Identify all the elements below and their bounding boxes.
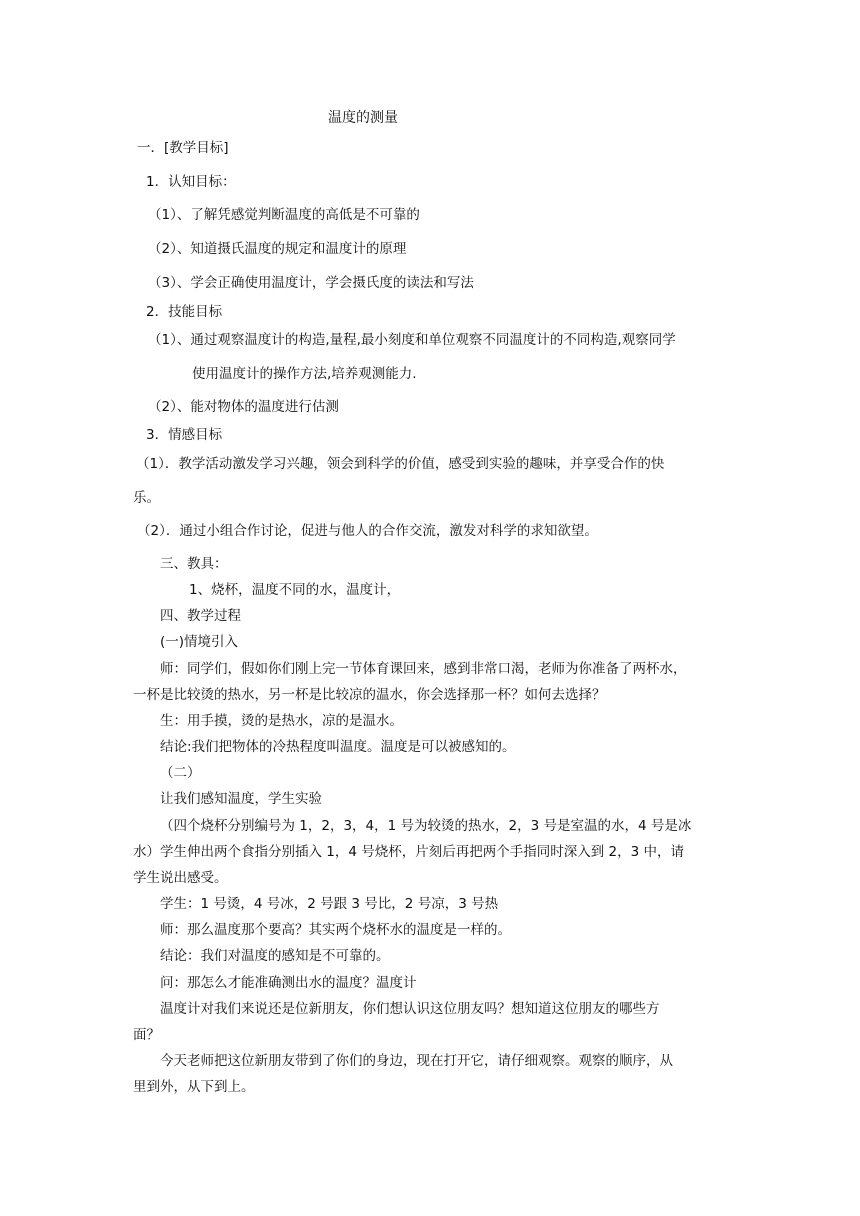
section-heading-objectives: 一．[教学目标] xyxy=(137,140,229,156)
paragraph-line: 让我们感知温度，学生实验 xyxy=(160,791,322,807)
paragraph-line: 今天老师把这位新朋友带到了你们的身边，现在打开它，请仔细观察。观察的顺序，从 xyxy=(160,1053,673,1069)
paragraph-line: （2）．通过小组合作讨论，促进与他人的合作交流，激发对科学的求知欲望。 xyxy=(137,523,598,539)
subheading-skills: 2．技能目标 xyxy=(146,304,223,320)
paragraph-line: 结论：我们对温度的感知是不可靠的。 xyxy=(160,948,390,964)
paragraph-line: 生：用手摸，烫的是热水，凉的是温水。 xyxy=(160,713,403,729)
paragraph-line: （1）、了解凭感觉判断温度的高低是不可靠的 xyxy=(148,207,420,223)
subheading-intro: (一)情境引入 xyxy=(160,634,239,650)
paragraph-line: 温度计对我们来说还是位新朋友，你们想认识这位朋友吗？想知道这位朋友的哪些方 xyxy=(160,1001,660,1017)
paragraph-line: 水）学生伸出两个食指分别插入 1，4 号烧杯，片刻后再把两个手指同时深入到 2，3 中，请 xyxy=(133,844,685,860)
paragraph-line: 师：同学们，假如你们刚上完一节体育课回来，感到非常口渴，老师为你准备了两杯水， xyxy=(160,661,687,677)
paragraph-line: 乐。 xyxy=(133,490,160,506)
paragraph-line: （2）、知道摄氏温度的规定和温度计的原理 xyxy=(148,241,407,257)
paragraph-line: （1）、通过观察温度计的构造,量程,最小刻度和单位观察不同温度计的不同构造,观察同学 xyxy=(148,332,676,348)
document-title: 温度的测量 xyxy=(328,110,398,126)
section-heading-process: 四、教学过程 xyxy=(160,608,241,624)
section-heading-tools: 三、教具： xyxy=(160,556,228,572)
subheading-two: （二） xyxy=(160,765,201,781)
paragraph-line: 一杯是比较烫的热水，另一杯是比较凉的温水，你会选择那一杯？如何去选择？ xyxy=(133,687,606,703)
paragraph-line: （2）、能对物体的温度进行估测 xyxy=(148,399,339,415)
paragraph-line: 使用温度计的操作方法,培养观测能力. xyxy=(192,366,417,382)
paragraph-line: （3）、学会正确使用温度计，学会摄氏度的读法和写法 xyxy=(148,275,474,291)
subheading-emotion: 3．情感目标 xyxy=(146,427,223,443)
subheading-cognitive: 1．认知目标： xyxy=(146,174,236,190)
paragraph-line: 面？ xyxy=(133,1027,160,1043)
paragraph-line: 1、烧杯，温度不同的水，温度计， xyxy=(189,582,401,598)
paragraph-line: 师：那么温度那个要高？其实两个烧杯水的温度是一样的。 xyxy=(160,922,511,938)
paragraph-line: 里到外，从下到上。 xyxy=(133,1079,255,1095)
paragraph-line: 结论:我们把物体的冷热程度叫温度。温度是可以被感知的。 xyxy=(160,739,516,755)
paragraph-line: （1）．教学活动激发学习兴趣，领会到科学的价值，感受到实验的趣味，并享受合作的快 xyxy=(136,456,665,472)
paragraph-line: 问：那怎么才能准确测出水的温度？温度计 xyxy=(160,975,417,991)
paragraph-line: 学生：1 号烫，4 号冰，2 号跟 3 号比，2 号凉，3 号热 xyxy=(160,896,499,912)
paragraph-line: 学生说出感受。 xyxy=(133,870,228,886)
paragraph-line: （四个烧杯分别编号为 1，2，3，4，1 号为较烫的热水，2，3 号是室温的水，4 号是冰 xyxy=(160,818,692,834)
